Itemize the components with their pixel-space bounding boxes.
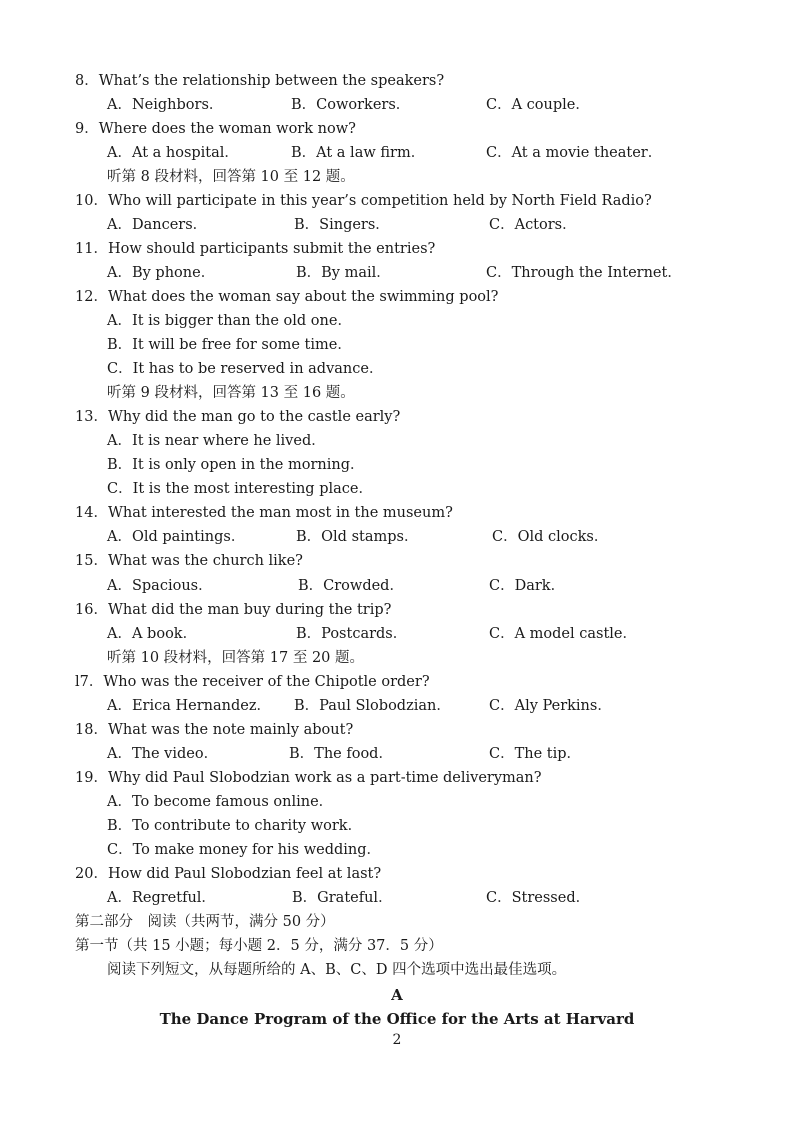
question-prompt: 12．What does the woman say about the swimming pool? (75, 289, 499, 305)
section-1-heading: 第一节（共 15 小题；每小题 2．5 分，满分 37．5 分） (75, 938, 443, 954)
option-b: B．The food． (289, 746, 393, 762)
option-b: B．To contribute to charity work． (107, 818, 363, 834)
page-number: 2 (392, 1032, 402, 1048)
option-c: C．The tip． (489, 746, 582, 762)
option-c: C．It is the most interesting place． (107, 481, 373, 497)
option-b: B．At a law firm． (291, 145, 426, 161)
option-b: B．Crowded． (298, 578, 404, 594)
question-prompt: 8．What’s the relationship between the speakers? (75, 73, 445, 89)
option-a: A．At a hospital． (107, 145, 239, 161)
option-c: C．It has to be reserved in advance． (107, 361, 384, 377)
option-b: B．Singers． (294, 217, 390, 233)
question-10 (75, 191, 652, 211)
part-2-heading: 第二部分 阅读（共两节，满分 50 分） (75, 914, 335, 930)
option-a: A．The video． (107, 746, 219, 762)
question-prompt: 11．How should participants submit the entries? (75, 241, 436, 257)
question-prompt: 16．What did the man buy during the trip? (75, 602, 392, 618)
option-b: B．Coworkers． (291, 97, 411, 113)
question-17 (75, 672, 430, 692)
option-a: A．Dancers． (107, 217, 208, 233)
question-15 (75, 551, 303, 571)
material-10-instruction: 听第 10 段材料，回答第 17 至 20 题。 (107, 650, 365, 666)
question-12 (75, 287, 498, 307)
question-prompt: 10．Who will participate in this year’s competition held by North Field Radio? (75, 193, 652, 209)
option-a: A．To become famous online． (107, 794, 334, 810)
option-a: A．Old paintings． (107, 529, 246, 545)
option-b: B．By mail． (296, 265, 391, 281)
option-a: A．By phone． (107, 265, 216, 281)
question-16 (75, 600, 391, 620)
question-18 (75, 720, 353, 740)
question-prompt: 15．What was the church like? (75, 553, 303, 569)
option-b: B．It will be free for some time． (107, 337, 352, 353)
question-8 (75, 71, 444, 91)
question-prompt: 13．Why did the man go to the castle early? (75, 409, 401, 425)
option-b: B．It is only open in the morning． (107, 457, 365, 473)
option-b: B．Old stamps． (296, 529, 419, 545)
option-c: C．To make money for his wedding． (107, 842, 382, 858)
option-a: A．Spacious． (107, 578, 213, 594)
material-9-instruction: 听第 9 段材料，回答第 13 至 16 题。 (107, 385, 355, 401)
question-prompt: l7．Who was the receiver of the Chipotle order? (75, 674, 430, 690)
question-prompt: 14．What interested the man most in the museum? (75, 505, 453, 521)
option-c: C．Stressed． (486, 890, 591, 906)
option-a: A．A book． (107, 626, 198, 642)
material-8-instruction: 听第 8 段材料，回答第 10 至 12 题。 (107, 169, 355, 185)
question-14 (75, 503, 453, 523)
question-20 (75, 864, 381, 884)
option-c: C．Through the Internet． (486, 265, 682, 281)
question-prompt: 18．What was the note mainly about? (75, 722, 354, 738)
option-c: C．Actors． (489, 217, 577, 233)
passage-title: The Dance Program of the Office for the Arts at Harvard (159, 1010, 635, 1028)
option-c: C．A couple． (486, 97, 590, 113)
option-a: A．It is bigger than the old one． (107, 313, 352, 329)
option-b: B．Paul Slobodzian． (294, 698, 451, 714)
option-c: C．Old clocks． (492, 529, 609, 545)
question-13 (75, 407, 400, 427)
option-c: C．A model castle． (489, 626, 638, 642)
question-prompt: 9．Where does the woman work now? (75, 121, 356, 137)
reading-directions: 阅读下列短文，从每题所给的 A、B、C、D 四个选项中选出最佳选项。 (107, 962, 567, 978)
option-a: A．Regretful． (107, 890, 216, 906)
option-c: C．Aly Perkins． (489, 698, 612, 714)
question-prompt: 20．How did Paul Slobodzian feel at last? (75, 866, 382, 882)
option-a: A．Neighbors． (107, 97, 224, 113)
option-c: C．At a movie theater． (486, 145, 663, 161)
option-a: A．Erica Hernandez． (107, 698, 271, 714)
option-b: B．Grateful． (292, 890, 393, 906)
option-a: A．It is near where he lived． (107, 433, 326, 449)
option-c: C．Dark． (489, 578, 566, 594)
question-11 (75, 239, 435, 259)
passage-letter: A (391, 986, 403, 1004)
question-9 (75, 119, 356, 139)
question-prompt: 19．Why did Paul Slobodzian work as a part-time deliveryman? (75, 770, 542, 786)
question-19 (75, 768, 542, 788)
option-b: B．Postcards． (296, 626, 408, 642)
